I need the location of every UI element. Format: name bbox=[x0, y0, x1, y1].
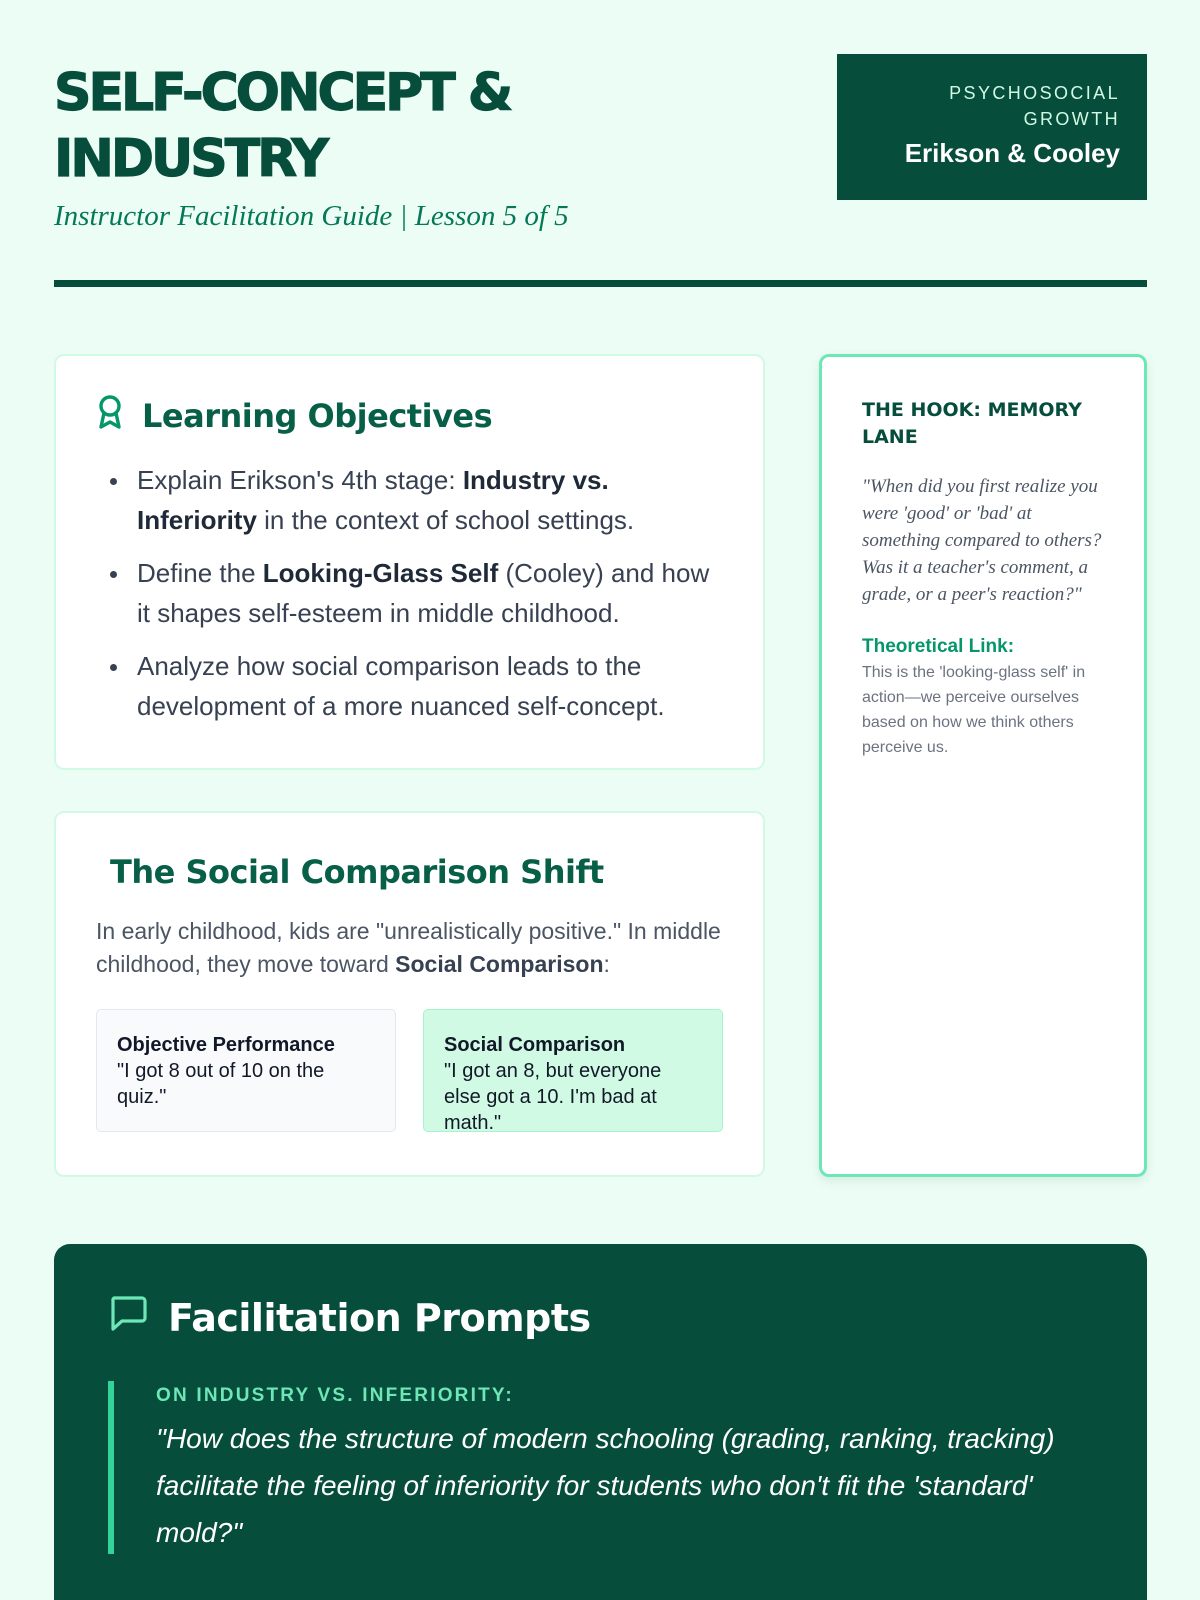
shift-intro: In early childhood, kids are "unrealistically positive." In middle childhood, they move toward Social Comparison: bbox=[96, 918, 721, 977]
objective-performance-box bbox=[96, 1009, 396, 1132]
social-comparison-box bbox=[423, 1009, 723, 1132]
header-divider bbox=[54, 280, 1147, 287]
objective-item: Analyze how social comparison leads to the development of a more nuanced self-concept. bbox=[96, 646, 723, 726]
prompt-label: ON INDUSTRY VS. INFERIORITY: bbox=[156, 1385, 514, 1406]
hook-quote: "When did you first realize you were 'good' or 'bad' at something compared to others? Was it a teacher's comment, a grade, or a peer's reaction?" bbox=[862, 476, 1102, 605]
page-subtitle: Instructor Facilitation Guide | Lesson 5 of 5 bbox=[54, 200, 569, 232]
hook-sidebar bbox=[819, 354, 1147, 1177]
box-title: Social Comparison bbox=[444, 1034, 626, 1056]
award-ribbon-icon bbox=[96, 394, 124, 438]
prompts-heading-text: Facilitation Prompts bbox=[168, 1295, 591, 1340]
objectives-heading bbox=[96, 394, 723, 438]
page-header bbox=[54, 54, 1147, 287]
badge-kicker: PSYCHOSOCIAL GROWTH bbox=[949, 83, 1120, 129]
box-text: "I got 8 out of 10 on the quiz." bbox=[117, 1060, 325, 1108]
theoretical-link-label: Theoretical Link: bbox=[862, 636, 1015, 657]
social-comparison-card bbox=[54, 811, 765, 1177]
shift-heading: The Social Comparison Shift bbox=[110, 853, 604, 891]
topic-badge bbox=[837, 54, 1147, 200]
box-title: Objective Performance bbox=[117, 1034, 335, 1056]
prompt-text: "How does the structure of modern schooling (grading, ranking, tracking) facilitate the feeling of inferiority for students who don't fit the 'standard' mold?" bbox=[156, 1423, 1055, 1548]
theoretical-link-text: This is the 'looking-glass self' in action—we perceive ourselves based on how we think others perceive us. bbox=[862, 664, 1086, 756]
box-text: "I got an 8, but everyone else got a 10. I'm bad at math." bbox=[444, 1060, 662, 1134]
chat-bubble-icon bbox=[108, 1294, 148, 1341]
badge-name: Erikson & Cooley bbox=[904, 138, 1120, 168]
objectives-list bbox=[96, 460, 723, 726]
objectives-heading-text: Learning Objectives bbox=[142, 397, 493, 435]
page-title: SELF-CONCEPT & INDUSTRY bbox=[54, 63, 511, 189]
learning-objectives-card bbox=[54, 354, 765, 770]
comparison-boxes bbox=[96, 1009, 723, 1132]
objective-item: Define the Looking-Glass Self (Cooley) and how it shapes self-esteem in middle childhood. bbox=[96, 553, 723, 633]
prompts-heading bbox=[108, 1294, 1093, 1341]
facilitation-prompts-panel bbox=[54, 1244, 1147, 1600]
objective-item: Explain Erikson's 4th stage: Industry vs. Inferiority in the context of school settings. bbox=[96, 460, 723, 540]
prompt-block bbox=[108, 1381, 1093, 1554]
hook-title: THE HOOK: MEMORY LANE bbox=[862, 399, 1082, 448]
